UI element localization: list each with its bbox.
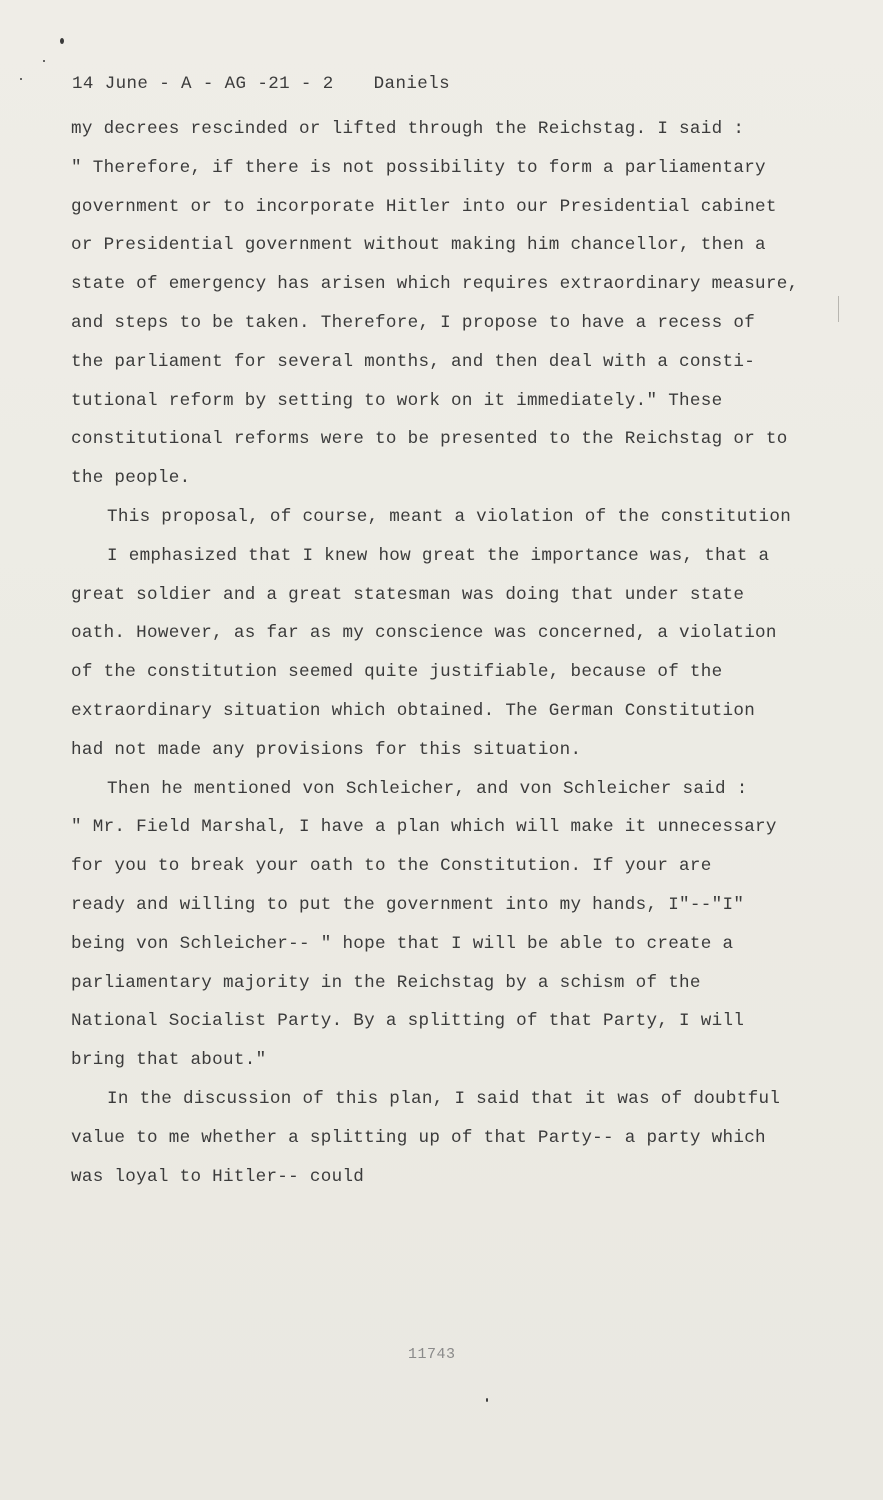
text-line: bring that about." [71,1050,267,1071]
text-line: state of emergency has arisen which requires extraordinary measure, [71,274,799,295]
text-line: extraordinary situation which obtained. The German Constitution [71,700,756,721]
text-line: being von Schleicher-- " hope that I will be able to create a [71,933,734,954]
text-line: of the constitution seemed quite justifiable, because of the [71,662,723,683]
ink-speck [43,60,45,62]
text-line: the people. [71,468,191,489]
text-line: the parliament for several months, and then deal with a consti- [71,351,756,372]
text-line: my decrees rescinded or lifted through the Reichstag. I said : [71,119,745,139]
text-line: government or to incorporate Hitler into our Presidential cabinet [71,196,777,217]
text-line: and steps to be taken. Therefore, I propose to have a recess of [71,312,756,333]
text-line: value to me whether a splitting up of that Party-- a party which [71,1127,766,1148]
ink-speck [60,38,64,44]
text-line: or Presidential government without making him chancellor, then a [71,235,766,256]
text-line: was loyal to Hitler-- could [71,1166,365,1187]
header-reference: 14 June - A - AG -21 - 2 [72,74,334,94]
text-line: In the discussion of this plan, I said that it was of doubtful [107,1088,781,1109]
text-line: National Socialist Party. By a splitting of that Party, I will [71,1011,745,1032]
text-line: oath. However, as far as my conscience was concerned, a violation [71,623,777,644]
document-body [71,110,851,1196]
text-line: I emphasized that I knew how great the importance was, that a [107,545,770,566]
text-line: This proposal, of course, meant a violation of the constitution [107,506,792,527]
text-line: for you to break your oath to the Constitution. If your are [71,856,712,877]
header-author: Daniels [373,74,450,94]
text-line: parliamentary majority in the Reichstag by a schism of the [71,972,701,993]
text-line: had not made any provisions for this situation. [71,739,582,760]
text-line: " Mr. Field Marshal, I have a plan which will make it unnecessary [71,817,777,838]
ink-speck [20,78,22,80]
ink-speck [486,1398,488,1402]
text-line: tutional reform by setting to work on it immediately." These [71,390,723,411]
text-line: " Therefore, if there is not possibility to form a parliamentary [71,157,766,178]
text-line: ready and willing to put the government into my hands, I"--"I" [71,894,745,915]
page-number: 11743 [408,1346,456,1363]
page-header [72,74,450,94]
text-line: constitutional reforms were to be presented to the Reichstag or to [71,429,788,450]
text-line: great soldier and a great statesman was doing that under state [71,584,745,605]
text-line: Then he mentioned von Schleicher, and von Schleicher said : [107,778,748,799]
